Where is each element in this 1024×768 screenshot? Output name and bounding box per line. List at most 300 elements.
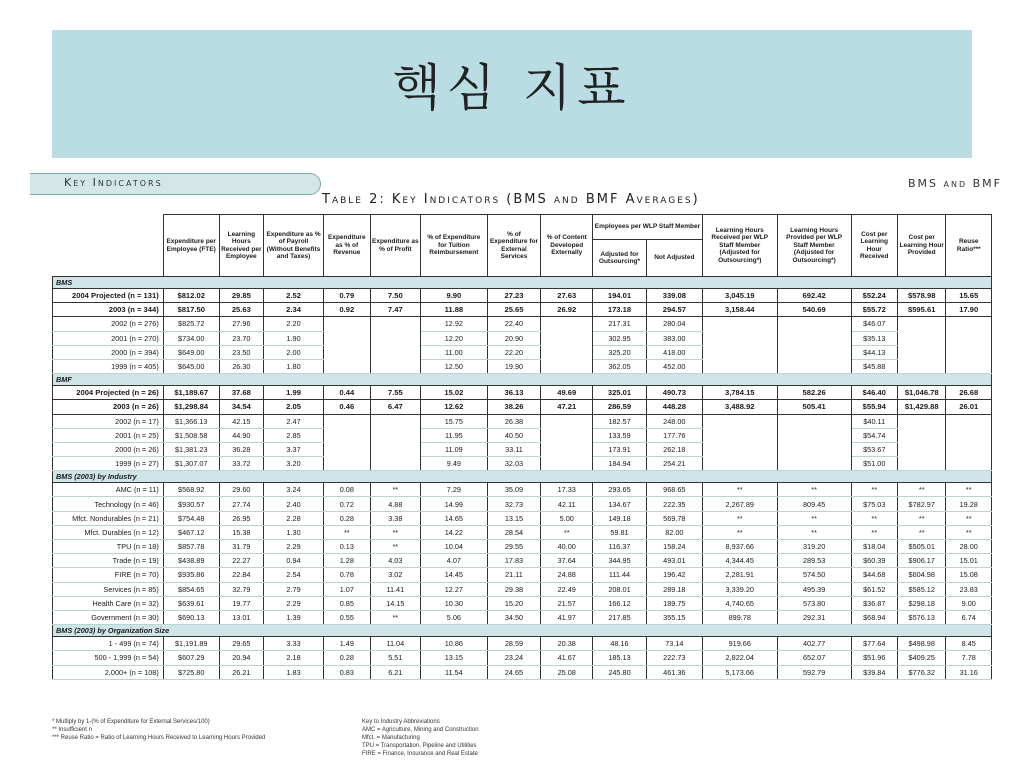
row-label: Mfct. Durables (n = 12) <box>53 525 164 539</box>
section-header <box>53 625 992 637</box>
table-cell: 355.15 <box>646 610 702 624</box>
footnotes-left <box>52 718 265 742</box>
table-cell: 7.55 <box>370 386 421 400</box>
table-row <box>53 568 992 582</box>
footnote-line: * Multiply by 1-(% of Expenditure for External Services/100) <box>52 719 210 725</box>
table-cell: ** <box>946 511 992 525</box>
row-label: 2003 (n = 344) <box>53 303 164 317</box>
table-cell: 3,488.92 <box>702 400 777 414</box>
table-cell: 319.20 <box>777 540 851 554</box>
table-cell: 493.01 <box>646 554 702 568</box>
table-cell <box>541 331 593 345</box>
table-cell: 25.08 <box>541 665 593 679</box>
table-cell: 302.95 <box>593 331 647 345</box>
table-cell: 1.83 <box>263 665 323 679</box>
table-cell: 7.78 <box>946 651 992 665</box>
table-cell: 339.08 <box>646 289 702 303</box>
table-cell: 2.05 <box>263 400 323 414</box>
table-cell: 540.69 <box>777 303 851 317</box>
table-cell: ** <box>370 610 421 624</box>
table-cell: 3,339.20 <box>702 582 777 596</box>
table-cell: ** <box>370 540 421 554</box>
col-external-services: % of Expenditure for External Services <box>487 215 541 277</box>
table-cell: 26.92 <box>541 303 593 317</box>
row-label: 2000 (n = 26) <box>53 442 164 456</box>
col-cost-per-hour-received: Cost per Learning Hour Received <box>851 215 897 277</box>
table-cell <box>324 317 370 331</box>
table-cell: $40.11 <box>851 414 897 428</box>
table-cell: 29.55 <box>487 540 541 554</box>
table-cell: 31.16 <box>946 665 992 679</box>
table-cell <box>324 428 370 442</box>
table-cell <box>324 345 370 359</box>
table-cell: 37.64 <box>541 554 593 568</box>
table-cell <box>702 414 777 428</box>
table-row <box>53 525 992 539</box>
table-cell: 448.28 <box>646 400 702 414</box>
col-tuition: % of Expenditure for Tuition Reimbursement <box>421 215 487 277</box>
col-expenditure-per-employee: Expenditure per Employee (FTE) <box>163 215 219 277</box>
table-cell: 4.88 <box>370 497 421 511</box>
table-cell: 28.59 <box>487 637 541 651</box>
table-cell: 23.70 <box>219 331 263 345</box>
table-cell <box>324 457 370 471</box>
table-cell: $467.12 <box>163 525 219 539</box>
table-cell: 42.15 <box>219 414 263 428</box>
table-cell: $578.98 <box>897 289 946 303</box>
table-cell: 14.45 <box>421 568 487 582</box>
row-label: AMC (n = 11) <box>53 483 164 497</box>
table-cell: 158.24 <box>646 540 702 554</box>
table-cell: 12.20 <box>421 331 487 345</box>
table-cell: 40.50 <box>487 428 541 442</box>
table-row <box>53 331 992 345</box>
table-cell: 17.90 <box>946 303 992 317</box>
col-adjusted-outsourcing: Adjusted for Outsourcing* <box>593 240 647 277</box>
table-cell: $46.07 <box>851 317 897 331</box>
table-cell: 24.65 <box>487 665 541 679</box>
table-cell: $1,366.13 <box>163 414 219 428</box>
table-cell: 11.41 <box>370 582 421 596</box>
table-row <box>53 497 992 511</box>
table-cell: $75.03 <box>851 497 897 511</box>
table-cell: 0.78 <box>324 568 370 582</box>
table-cell: 35.09 <box>487 483 541 497</box>
table-cell <box>702 457 777 471</box>
slide-title: 핵심 지표 <box>392 59 632 117</box>
table-cell: $1,298.84 <box>163 400 219 414</box>
table-cell: $585.12 <box>897 582 946 596</box>
table-cell: $776.32 <box>897 665 946 679</box>
table-cell: 38.26 <box>487 400 541 414</box>
table-cell: 27.74 <box>219 497 263 511</box>
section-header <box>53 277 992 289</box>
table-cell: 177.76 <box>646 428 702 442</box>
table-cell: 26.68 <box>946 386 992 400</box>
table-cell <box>370 414 421 428</box>
table-cell: 82.00 <box>646 525 702 539</box>
table-cell: 36.13 <box>487 386 541 400</box>
table-cell: $53.67 <box>851 442 897 456</box>
table-cell: 286.59 <box>593 400 647 414</box>
table-cell: 692.42 <box>777 289 851 303</box>
table-cell: $52.24 <box>851 289 897 303</box>
table-cell <box>777 359 851 373</box>
table-cell: $604.98 <box>897 568 946 582</box>
table-cell: 15.08 <box>946 568 992 582</box>
table-cell: $39.84 <box>851 665 897 679</box>
table-cell <box>946 317 992 331</box>
table-cell <box>702 317 777 331</box>
table-cell: 26.30 <box>219 359 263 373</box>
table-cell: 27.63 <box>541 289 593 303</box>
table-cell: $595.61 <box>897 303 946 317</box>
row-label: Services (n = 85) <box>53 582 164 596</box>
abbreviation-line: AMC = Agriculture, Mining and Construction <box>362 727 479 733</box>
table-cell: 2.00 <box>263 345 323 359</box>
table-cell: ** <box>370 483 421 497</box>
table-cell: 13.15 <box>487 511 541 525</box>
table-cell: 582.26 <box>777 386 851 400</box>
row-label: 2000 (n = 394) <box>53 345 164 359</box>
table-cell: 2.34 <box>263 303 323 317</box>
table-cell: 4.07 <box>421 554 487 568</box>
table-cell <box>777 442 851 456</box>
section-title: BMS (2003) by Industry <box>53 471 992 483</box>
table-cell: 222.35 <box>646 497 702 511</box>
table-cell: 2.29 <box>263 596 323 610</box>
row-label: 1 - 499 (n = 74) <box>53 637 164 651</box>
table-cell: 9.90 <box>421 289 487 303</box>
table-cell: 262.18 <box>646 442 702 456</box>
table-cell: 23.24 <box>487 651 541 665</box>
table-cell: 505.41 <box>777 400 851 414</box>
table-cell <box>702 331 777 345</box>
table-cell: 2.85 <box>263 428 323 442</box>
table-cell: 461.36 <box>646 665 702 679</box>
table-cell: 2.20 <box>263 317 323 331</box>
table-cell <box>777 331 851 345</box>
table-cell <box>370 345 421 359</box>
table-cell: $1,307.07 <box>163 457 219 471</box>
table-cell: 33.11 <box>487 442 541 456</box>
table-cell: 24.88 <box>541 568 593 582</box>
table-row <box>53 511 992 525</box>
table-cell: 0.46 <box>324 400 370 414</box>
row-label: 1999 (n = 405) <box>53 359 164 373</box>
table-cell: $55.72 <box>851 303 897 317</box>
table-cell: 116.37 <box>593 540 647 554</box>
table-cell <box>777 345 851 359</box>
table-row <box>53 289 992 303</box>
table-cell: 133.59 <box>593 428 647 442</box>
table-cell: 5,173.66 <box>702 665 777 679</box>
table-cell: $1,381.23 <box>163 442 219 456</box>
table-cell: $857.78 <box>163 540 219 554</box>
table-cell <box>946 428 992 442</box>
table-cell: 196.42 <box>646 568 702 582</box>
table-cell: $639.61 <box>163 596 219 610</box>
row-label: 500 - 1,999 (n = 54) <box>53 651 164 665</box>
table-cell: 2.54 <box>263 568 323 582</box>
table-cell: $54.74 <box>851 428 897 442</box>
table-cell: 59.81 <box>593 525 647 539</box>
table-cell: 2,822.04 <box>702 651 777 665</box>
table-cell <box>324 331 370 345</box>
table-cell: $782.97 <box>897 497 946 511</box>
table-cell: ** <box>851 525 897 539</box>
table-cell: 8.45 <box>946 637 992 651</box>
table-cell: 36.28 <box>219 442 263 456</box>
row-label: 2002 (n = 17) <box>53 414 164 428</box>
table-cell: 20.94 <box>219 651 263 665</box>
col-pct-revenue: Expenditure as % of Revenue <box>324 215 370 277</box>
table-cell: $812.02 <box>163 289 219 303</box>
table-cell: 0.44 <box>324 386 370 400</box>
table-cell: $825.72 <box>163 317 219 331</box>
abbreviation-line: Key to Industry Abbreviations <box>362 719 440 725</box>
table-cell <box>541 317 593 331</box>
table-cell: 2.29 <box>263 540 323 554</box>
table-cell: 23.83 <box>946 582 992 596</box>
table-cell: $51.00 <box>851 457 897 471</box>
table-cell: 14.15 <box>370 596 421 610</box>
table-cell: 11.09 <box>421 442 487 456</box>
table-cell: $906.17 <box>897 554 946 568</box>
table-cell: 9.00 <box>946 596 992 610</box>
row-label: 2002 (n = 276) <box>53 317 164 331</box>
table-cell: 32.73 <box>487 497 541 511</box>
table-cell: 2.28 <box>263 511 323 525</box>
table-cell: 254.21 <box>646 457 702 471</box>
table-cell: 0.55 <box>324 610 370 624</box>
col-cost-per-hour-provided: Cost per Learning Hour Provided <box>897 215 946 277</box>
col-pct-payroll: Expenditure as % of Payroll (Without Benefits and Taxes) <box>263 215 323 277</box>
table-cell <box>897 345 946 359</box>
table-cell: 325.20 <box>593 345 647 359</box>
table-cell: 42.11 <box>541 497 593 511</box>
table-cell <box>541 442 593 456</box>
table-cell: 37.68 <box>219 386 263 400</box>
table-cell: 21.57 <box>541 596 593 610</box>
table-cell <box>897 331 946 345</box>
table-cell: $734.00 <box>163 331 219 345</box>
table-cell <box>897 442 946 456</box>
table-row <box>53 651 992 665</box>
table-cell: 15.65 <box>946 289 992 303</box>
abbreviation-line: FIRE = Finance, Insurance and Real Estate <box>362 751 478 757</box>
table-cell: 1.80 <box>263 359 323 373</box>
table-cell: 0.92 <box>324 303 370 317</box>
table-cell: 15.02 <box>421 386 487 400</box>
table-row <box>53 665 992 679</box>
table-cell: 7.50 <box>370 289 421 303</box>
col-learning-hours: Learning Hours Received per Employee <box>219 215 263 277</box>
table-cell: $18.04 <box>851 540 897 554</box>
table-cell: 1.07 <box>324 582 370 596</box>
table-cell: $498.98 <box>897 637 946 651</box>
table-cell <box>777 428 851 442</box>
table-cell: 29.38 <box>487 582 541 596</box>
table-cell <box>324 359 370 373</box>
table-cell: 490.73 <box>646 386 702 400</box>
table-cell: 32.03 <box>487 457 541 471</box>
footnote-line: *** Reuse Ratio = Ratio of Learning Hours Received to Learning Hours Provided <box>52 735 266 741</box>
table-title: Table 2: Key Indicators (BMS and BMF Averages) <box>322 192 700 207</box>
table-cell: 5.51 <box>370 651 421 665</box>
table-cell: 3.20 <box>263 457 323 471</box>
table-cell: ** <box>702 483 777 497</box>
table-cell: 968.65 <box>646 483 702 497</box>
table-cell: 166.12 <box>593 596 647 610</box>
table-cell: $77.64 <box>851 637 897 651</box>
table-cell: $854.65 <box>163 582 219 596</box>
table-cell: 41.67 <box>541 651 593 665</box>
table-cell: $44.13 <box>851 345 897 359</box>
table-cell: 41.97 <box>541 610 593 624</box>
abbreviation-line: Mfct. = Manufacturing <box>362 735 420 741</box>
table-cell: 19.28 <box>946 497 992 511</box>
table-cell: 11.00 <box>421 345 487 359</box>
table-cell: 29.85 <box>219 289 263 303</box>
table-cell: 34.50 <box>487 610 541 624</box>
table-cell: $45.88 <box>851 359 897 373</box>
table-cell: 22.20 <box>487 345 541 359</box>
table-cell: 22.84 <box>219 568 263 582</box>
table-cell: 217.31 <box>593 317 647 331</box>
section-title: BMS <box>53 277 992 289</box>
table-row <box>53 582 992 596</box>
table-row <box>53 483 992 497</box>
table-cell: 14.22 <box>421 525 487 539</box>
table-cell: ** <box>702 511 777 525</box>
table-cell <box>897 457 946 471</box>
section-header <box>53 471 992 483</box>
table-cell: 2.47 <box>263 414 323 428</box>
key-indicators-table <box>52 214 992 680</box>
table-cell <box>946 331 992 345</box>
table-row <box>53 400 992 414</box>
table-cell: 10.86 <box>421 637 487 651</box>
table-cell: 899.78 <box>702 610 777 624</box>
table-cell: 48.16 <box>593 637 647 651</box>
table-cell: 13.15 <box>421 651 487 665</box>
table-cell: $36.87 <box>851 596 897 610</box>
table-cell <box>541 345 593 359</box>
table-cell: 569.78 <box>646 511 702 525</box>
table-cell: $576.13 <box>897 610 946 624</box>
table-cell: 1.49 <box>324 637 370 651</box>
table-cell: 22.49 <box>541 582 593 596</box>
table-cell: 289.53 <box>777 554 851 568</box>
table-cell: 0.72 <box>324 497 370 511</box>
table-cell: 0.85 <box>324 596 370 610</box>
table-cell <box>370 457 421 471</box>
table-cell: 293.65 <box>593 483 647 497</box>
table-cell: $1,508.58 <box>163 428 219 442</box>
row-label: 2001 (n = 270) <box>53 331 164 345</box>
table-cell: 23.50 <box>219 345 263 359</box>
table-cell: 6.47 <box>370 400 421 414</box>
table-cell: 17.83 <box>487 554 541 568</box>
table-cell: 0.28 <box>324 651 370 665</box>
table-cell: 809.45 <box>777 497 851 511</box>
table-row <box>53 442 992 456</box>
table-cell <box>946 442 992 456</box>
row-label: 2004 Projected (n = 26) <box>53 386 164 400</box>
table-cell: 289.18 <box>646 582 702 596</box>
table-cell: 13.01 <box>219 610 263 624</box>
table-cell: $298.18 <box>897 596 946 610</box>
table-cell <box>370 331 421 345</box>
table-cell: 34.54 <box>219 400 263 414</box>
col-not-adjusted: Not Adjusted <box>646 240 702 277</box>
table-cell: 15.38 <box>219 525 263 539</box>
table-cell <box>946 414 992 428</box>
table-cell: 26.01 <box>946 400 992 414</box>
table-cell: 7.29 <box>421 483 487 497</box>
table-cell: 15.01 <box>946 554 992 568</box>
table-cell: 20.38 <box>541 637 593 651</box>
table-cell: $1,429.88 <box>897 400 946 414</box>
table-cell: 0.13 <box>324 540 370 554</box>
row-label: TPU (n = 18) <box>53 540 164 554</box>
section-title: BMS (2003) by Organization Size <box>53 625 992 637</box>
table-cell: 3.38 <box>370 511 421 525</box>
table-cell: $44.68 <box>851 568 897 582</box>
table-cell: 0.94 <box>263 554 323 568</box>
table-cell: $645.00 <box>163 359 219 373</box>
table-cell: $649.00 <box>163 345 219 359</box>
table-cell: 3,784.15 <box>702 386 777 400</box>
row-label: 2003 (n = 26) <box>53 400 164 414</box>
table-row <box>53 359 992 373</box>
table-cell: 17.33 <box>541 483 593 497</box>
table-cell: 28.00 <box>946 540 992 554</box>
table-cell: ** <box>946 525 992 539</box>
table-cell: 2.18 <box>263 651 323 665</box>
table-cell: 32.79 <box>219 582 263 596</box>
table-cell: $438.89 <box>163 554 219 568</box>
table-cell: 222.73 <box>646 651 702 665</box>
table-cell: 1.90 <box>263 331 323 345</box>
table-cell: 1.39 <box>263 610 323 624</box>
table-row <box>53 386 992 400</box>
col-hours-provided-per-staff: Learning Hours Provided per WLP Staff Member (Adjusted for Outsourcing*) <box>777 215 851 277</box>
table-cell <box>777 457 851 471</box>
row-label: Government (n = 30) <box>53 610 164 624</box>
title-band <box>52 30 972 158</box>
table-cell <box>897 414 946 428</box>
col-reuse-ratio: Reuse Ratio*** <box>946 215 992 277</box>
table-cell: 344.95 <box>593 554 647 568</box>
table-cell: $607.29 <box>163 651 219 665</box>
table-cell: 383.00 <box>646 331 702 345</box>
table-cell: 14.99 <box>421 497 487 511</box>
table-cell: 182.57 <box>593 414 647 428</box>
table-cell: $505.01 <box>897 540 946 554</box>
table-cell: 3.33 <box>263 637 323 651</box>
table-cell: $1,189.67 <box>163 386 219 400</box>
table-cell: $61.52 <box>851 582 897 596</box>
section-header <box>53 374 992 386</box>
table-cell <box>777 317 851 331</box>
table-cell: 173.18 <box>593 303 647 317</box>
table-cell: 185.13 <box>593 651 647 665</box>
col-hours-received-per-staff: Learning Hours Received per WLP Staff Member (Adjusted for Outsourcing*) <box>702 215 777 277</box>
table-cell: 9.49 <box>421 457 487 471</box>
col-pct-profit: Expenditure as % of Profit <box>370 215 421 277</box>
